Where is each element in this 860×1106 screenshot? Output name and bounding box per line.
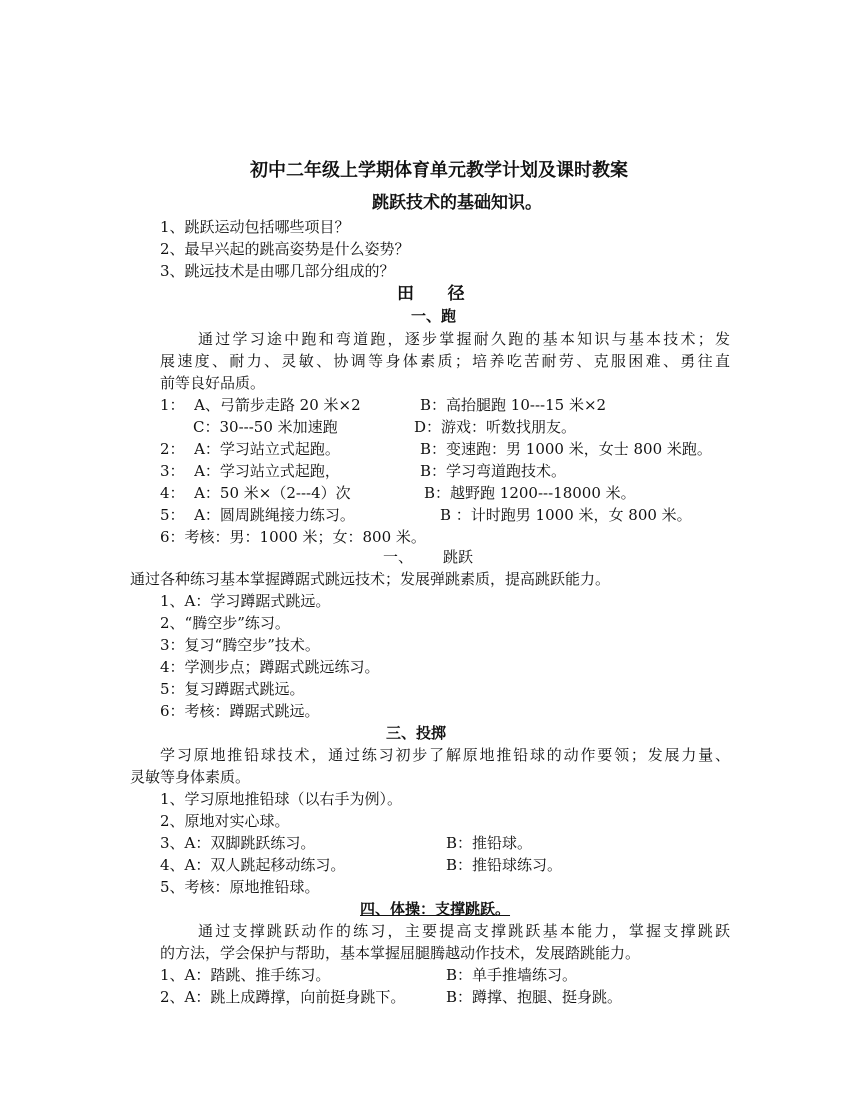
run-intro-line-1: 通过学习途中跑和弯道跑，逐步掌握耐久跑的基本知识与基本技术；发 [198,330,730,348]
run-item-1-c: C：30---50 米加速跑 [193,418,338,436]
document-subtitle: 跳跃技术的基础知识。 [372,193,542,213]
throw-intro-line-2: 灵敏等身体素质。 [130,768,251,786]
jump-heading-number: 一、 [383,548,414,566]
throw-item-1: 1、学习原地推铅球（以右手为例）。 [160,790,403,808]
jump-item-5: 5：复习蹲踞式跳远。 [160,680,305,698]
run-intro-line-2: 展速度、耐力、灵敏、协调等身体素质；培养吃苦耐劳、克服困难、勇往直 [160,352,730,370]
gym-intro-line-1: 通过支撑跳跃动作的练习，主要提高支撑跳跃基本能力，掌握支撑跳跃 [198,922,730,940]
throw-item-5: 5、考核：原地推铅球。 [160,878,320,896]
question-3: 3、跳远技术是由哪几部分组成的？ [160,262,395,280]
jump-item-2: 2、“腾空步”练习。 [160,614,290,632]
throw-item-2: 2、原地对实心球。 [160,812,290,830]
run-item-3-a: 3： A：学习站立式起跑， [160,462,340,480]
question-1: 1、跳跃运动包括哪些项目？ [160,218,350,236]
gym-heading: 四、体操：支撑跳跃。 [360,900,511,918]
jump-item-6: 6：考核：蹲踞式跳远。 [160,702,320,720]
run-intro-line-3: 前等良好品质。 [160,374,266,392]
throw-item-4-a: 4、A：双人跳起移动练习。 [160,856,346,874]
run-heading: 一、跑 [411,307,457,325]
run-item-1-a: 1： A、弓箭步走路 20 米×2 [160,396,361,414]
throw-heading: 三、投掷 [386,724,447,742]
run-item-1-d: D：游戏：听数找朋友。 [414,418,577,436]
run-item-2-b: B：变速跑：男 1000 米，女士 800 米跑。 [420,440,712,458]
question-2: 2、最早兴起的跳高姿势是什么姿势？ [160,240,410,258]
jump-item-4: 4：学测步点；蹲踞式跳远练习。 [160,658,380,676]
throw-item-3-b: B：推铅球。 [446,834,533,852]
throw-item-4-b: B：推铅球练习。 [446,856,563,874]
run-item-1-b: B：高抬腿跑 10---15 米×2 [420,396,607,414]
run-exam: 6：考核：男：1000 米；女：800 米。 [160,528,426,546]
gym-item-2-b: B：蹲撑、抱腿、挺身跳。 [446,988,623,1006]
gym-intro-line-2: 的方法，学会保护与帮助，基本掌握屈腿腾越动作技术，发展踏跳能力。 [160,944,641,962]
gym-item-1-b: B：单手推墙练习。 [446,966,578,984]
jump-heading-text: 跳跃 [443,548,474,566]
jump-item-3: 3：复习“腾空步”技术。 [160,636,320,654]
gym-item-1-a: 1、A：踏跳、推手练习。 [160,966,331,984]
throw-item-3-a: 3、A：双脚跳跃练习。 [160,834,316,852]
throw-intro-line-1: 学习原地推铅球技术，通过练习初步了解原地推铅球的动作要领；发展力量、 [160,746,730,764]
jump-intro: 通过各种练习基本掌握蹲踞式跳远技术；发展弹跳素质，提高跳跃能力。 [130,570,611,588]
document-title: 初中二年级上学期体育单元教学计划及课时教案 [250,160,628,181]
run-item-3-b: B：学习弯道跑技术。 [420,462,567,480]
run-item-2-a: 2： A：学习站立式起跑。 [160,440,340,458]
jump-item-1: 1、A：学习蹲踞式跳远。 [160,592,331,610]
run-item-4-b: B：越野跑 1200---18000 米。 [424,484,636,502]
run-item-5-a: 5： A：圆周跳绳接力练习。 [160,506,355,524]
run-item-5-b: B ：计时跑男 1000 米，女 800 米。 [440,506,692,524]
track-heading: 田 径 [397,284,467,304]
gym-item-2-a: 2、A：跳上成蹲撑，向前挺身跳下。 [160,988,406,1006]
run-item-4-a: 4： A：50 米×（2---4）次 [160,484,351,502]
